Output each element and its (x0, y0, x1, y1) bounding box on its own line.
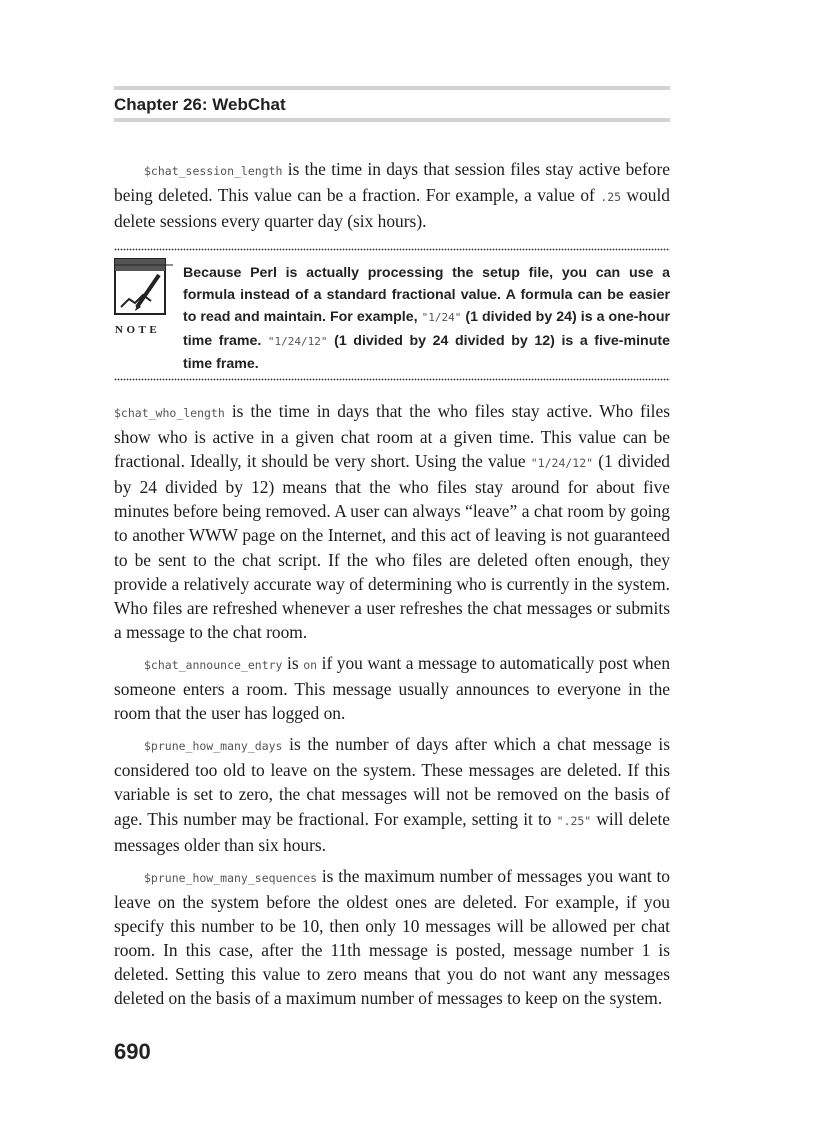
header-top-rule (114, 86, 670, 90)
inline-code: on (303, 657, 318, 672)
prune-days-paragraph: $prune_how_many_days is the number of days after which a chat message is considered too old to leave on the system. These messages are deleted. If this variable is set to zero, the chat messages will not be removed on the basis of age. This number may be fractional. For example, setting it to ".25" will delete messages older than six hours. (114, 734, 671, 855)
variable-name: $chat_session_length (144, 164, 283, 178)
session-length-paragraph: $chat_session_length is the time in days that session files stay active before being deleted. This value can be a fraction. For example, a value of .25 would delete sessions every quarter day (six hours). (114, 159, 670, 232)
note-callout-text: Because Perl is actually processing the setup file, you can use a formula instead of a standard fractional value. A formula can be easier to read and maintain. For example, "1/24" (1 divided by 24) is a one-hour time frame. "1/24/12" (1 divided by 24 divided by 12) is a five-minute time frame. (183, 265, 671, 372)
note-bottom-rule (114, 378, 670, 381)
inline-code: ".25" (556, 813, 592, 828)
inline-code: "1/24/12" (530, 456, 594, 471)
variable-name: $chat_announce_entry (144, 657, 283, 672)
note-label: NOTE (115, 324, 161, 336)
note-icon (113, 257, 175, 337)
inline-code: .25 (600, 190, 622, 205)
inline-code: "1/24" (421, 311, 462, 325)
note-top-rule (114, 248, 670, 251)
variable-name: $chat_who_length (114, 406, 225, 420)
header-bottom-rule (114, 118, 670, 122)
who-length-paragraph: $chat_who_length is the time in days that the who files stay active. Who files show who is active in a given chat room at a given time. This value can be fractional. Ideally, it should be very short. Using the value "1/24/12" (1 divided by 24 divided by 12) means that the who files stay around for about five minutes before being removed. A user can always “leave” a chat room by going to another WWW page on the Internet, and this act of leaving is not guaranteed to be sent to the chat script. If the who files are deleted often enough, they provide a relatively accurate way of determining who is currently in the system. Who files are refreshed whenever a user refreshes the chat messages or submits a message to the chat room. (114, 401, 670, 642)
variable-name: $prune_how_many_sequences (144, 870, 318, 885)
main-body (114, 399, 670, 1017)
variable-name: $prune_how_many_days (144, 739, 283, 754)
chapter-title: Chapter 26: WebChat (114, 95, 286, 114)
page-number: 690 (114, 1039, 151, 1064)
inline-code: "1/24/12" (267, 334, 328, 348)
announce-entry-paragraph: $chat_announce_entry is on if you want a message to automatically post when someone enters a room. This message usually announces to everyone in the room that the user has logged on. (114, 652, 671, 724)
intro-paragraph (114, 157, 670, 240)
prune-sequences-paragraph: $prune_how_many_sequences is the maximum number of messages you want to leave on the system before the oldest ones are deleted. For example, if you specify this number to be 10, then only 10 messages will be allowed per chat room. In this case, after the 11th message is posted, message number 1 is deleted. Setting this value to zero means that you do not want any messages deleted on the basis of a maximum number of messages to keep on the system. (114, 865, 670, 1009)
